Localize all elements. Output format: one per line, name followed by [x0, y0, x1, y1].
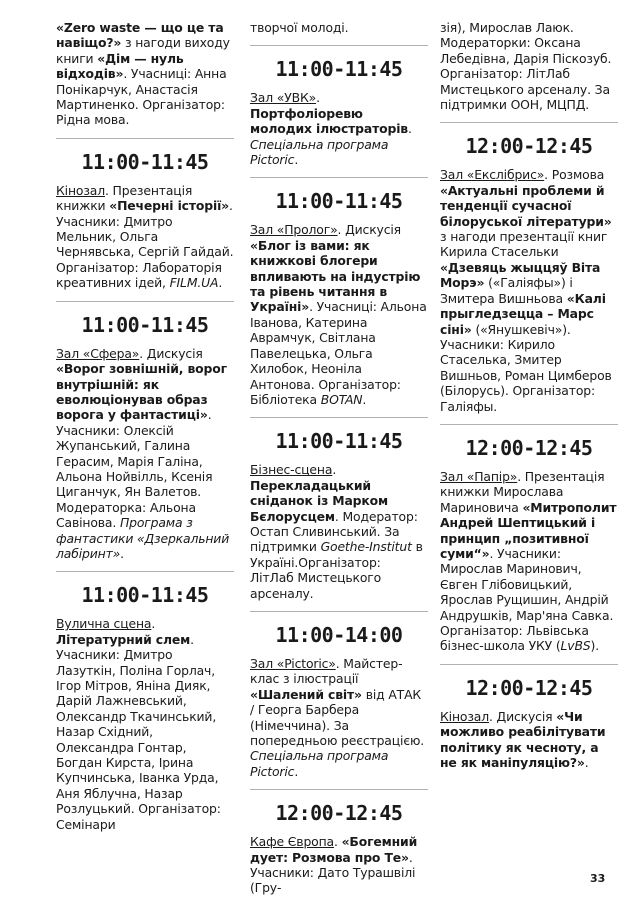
event-title: «Чи можливо реабілітувати політику як чесноту, а не як маніпуляцію?» [440, 708, 606, 771]
event-politics-discussion: Кінозал. Дискусія «Чи можливо реабілітувати політику як чесноту, а не як маніпуляцію?». [440, 708, 606, 771]
event-masterclass: Зал «Pictoric». Майстер-клас з ілюстрації «Шалений світ» від АТАК / Георга Барбера (Німеччина). За попередньою реєстрацією. Спеціальна програма Pictoric. [250, 655, 425, 779]
book-title: «Дзевяць жыццяў Віта Морэ» [440, 259, 601, 291]
event-title: Літературний слем [56, 631, 191, 647]
event-title: «Zero waste — що це та навіщо?» [56, 20, 224, 51]
event-slem: Вулична сцена. Літературний слем. Учасники: Дмитро Лазуткін, Поліна Горлач, Ігор Мітров, Яніна Дияк, Дарій Лажневський, Олександр Ткачинський, Назар Східний, Олександра Гонтар, Богдан Кирста, Ірина Купчинська, Іванка Урда, Аня Яблучна, Назар Розлуцький. Організатор: Семінари [56, 616, 221, 832]
divider [250, 45, 428, 46]
venue-link[interactable]: Бізнес-сцена [250, 462, 333, 478]
book-title: «Митрополит Андрей Шептицький і принцип „позитивної суми“» [440, 499, 617, 561]
divider [56, 571, 234, 572]
time-slot: 11:00-11:45 [81, 149, 209, 174]
event-belarusian-literature: Зал «Екслібрис». Розмова «Актуальні проблеми й тенденції сучасної білоруської літератури» з нагоди презентації книг Кирила Стасельки «Дзевяць жыццяў Віта Морэ» («Галіяфы») і Змитера Вишньова «Калі прыгледзецца – Марс сіні» («Янушкевіч»). Учасники: Кирило Стаселька, Змитер Вишньов, Роман Цимберов (Білорусь). Організатор: Галіяфы. [440, 167, 612, 414]
book-title: «Дім — нуль відходів» [56, 50, 184, 82]
event-title: «Шалений світ» [250, 686, 362, 702]
venue-link[interactable]: Кінозал [56, 182, 105, 198]
event-translation-breakfast: Бізнес-сцена. Перекладацький сніданок із Марком Бєлорусцем. Модератор: Остап Сливинський. За підтримки Goethe-Institut в Україні.Організатор: ЛітЛаб Мистецького арсеналу. [250, 462, 423, 601]
venue-link[interactable]: Зал «Pictoric» [250, 655, 336, 671]
event-title: Перекладацький сніданок із Марком Бєлорусцем [250, 477, 388, 524]
venue-link[interactable]: Зал «Сфера» [56, 345, 140, 361]
venue-link[interactable]: Зал «Папір» [440, 468, 518, 484]
column-2 [250, 20, 428, 896]
divider [56, 301, 234, 302]
event-title: «Богемний дует: Розмова про Те» [250, 834, 418, 865]
time-slot: 12:00-12:45 [275, 801, 403, 826]
venue-link[interactable]: Зал «УВК» [250, 90, 317, 106]
divider [250, 789, 428, 790]
venue-link[interactable]: Зал «Екслібрис» [440, 167, 545, 183]
event-title: «Ворог зовнішній, ворог внутрішній: як еволюціонував образ ворога у фантастиці» [56, 361, 227, 423]
divider [250, 611, 428, 612]
venue-link[interactable]: Кафе Європа [250, 834, 334, 850]
time-slot: 11:00-11:45 [81, 312, 209, 337]
divider [250, 177, 428, 178]
event-bohemian-duet: Кафе Європа. «Богемний дует: Розмова про Те». Учасники: Дато Турашвілі (Гру- [250, 834, 418, 896]
event-vorog: Зал «Сфера». Дискусія «Ворог зовнішній, ворог внутрішній: як еволюціонував образ ворога у фантастиці». Учасники: Олексій Жупанський, Галина Герасим, Марія Галіна, Альона Нойвілль, Ксенія Циганчук, Ян Валетов. Модераторка: Альона Савінова. Програма з фантастики «Дзеркальний лабіринт». [56, 345, 230, 561]
divider [56, 138, 234, 139]
column-3 [440, 20, 618, 770]
time-slot: 11:00-14:00 [275, 622, 403, 647]
divider [440, 664, 618, 665]
divider [440, 424, 618, 425]
event-title: «Печерні історії» [109, 198, 230, 214]
venue-link[interactable]: Вулична сцена [56, 616, 152, 632]
venue-link[interactable]: Кінозал [440, 708, 489, 724]
time-slot: 12:00-12:45 [465, 134, 593, 159]
time-slot: 12:00-12:45 [465, 675, 593, 700]
time-slot: 11:00-11:45 [275, 57, 403, 82]
time-slot: 11:00-11:45 [275, 429, 403, 454]
column-1 [56, 20, 234, 832]
book-title: «Калі прыгледзецца – Марс сіні» [440, 290, 606, 337]
event-sheptytsky: Зал «Папір». Презентація книжки Мирослава Мариновича «Митрополит Андрей Шептицький і принцип „позитивної суми“». Учасники: Мирослав Маринович, Євген Глібовицький, Ярослав Рущишин, Андрій Андрушків, Мар'яна Савка. Організатор: Львівська бізнес-школа УКУ (LvBS). [440, 468, 617, 654]
time-slot: 12:00-12:45 [465, 435, 593, 460]
time-slot: 11:00-11:45 [81, 583, 209, 608]
event-title: «Актуальні проблеми й тенденції сучасної білоруської літератури» [440, 182, 612, 229]
divider [250, 417, 428, 418]
event-continuation: творчої молоді. [250, 20, 349, 35]
event-blog: Зал «Пролог». Дискусія «Блог із вами: як книжкові блогери впливають на індустрію та рівень читання в Україні». Учасниці: Альона Іванова, Катерина Аврамчук, Світлана Павелецька, Ольга Хилобок, Неоніла Антонова. Організатор: Бібліотека BOTAN. [250, 222, 427, 407]
event-portfolio-review: Зал «УВК». Портфоліоревю молодих ілюстраторів. Спеціальна програма Pictoric. [250, 90, 412, 168]
event-zero-waste: «Zero waste — що це та навіщо?» з нагоди виходу книги «Дім — нуль відходів». Учасниці: Анна Понікарчук, Анастасія Мартиненко. Організатор: Рідна мова. [56, 20, 230, 128]
event-title: «Блог із вами: як книжкові блогери впливають на індустрію та рівень читання в Україні» [250, 237, 421, 315]
divider [440, 122, 618, 123]
page-number: 33 [590, 872, 606, 885]
venue-link[interactable]: Зал «Пролог» [250, 222, 338, 238]
time-slot: 11:00-11:45 [275, 189, 403, 214]
event-title: Портфоліоревю молодих ілюстраторів [250, 105, 408, 137]
event-continuation: зія), Мирослав Лаюк. Модераторки: Оксана Лебедівна, Дарія Піскозуб. Організатор: ЛітЛаб Мистецького арсеналу. За підтримки ООН, МЦПД. [440, 20, 612, 113]
event-pecherni-istorii: Кінозал. Презентація книжки «Печерні історії». Учасники: Дмитро Мельник, Ольга Чернявська, Сергій Гайдай. Організатор: Лабораторія креативних ідей, FILM.UA. [56, 182, 234, 291]
